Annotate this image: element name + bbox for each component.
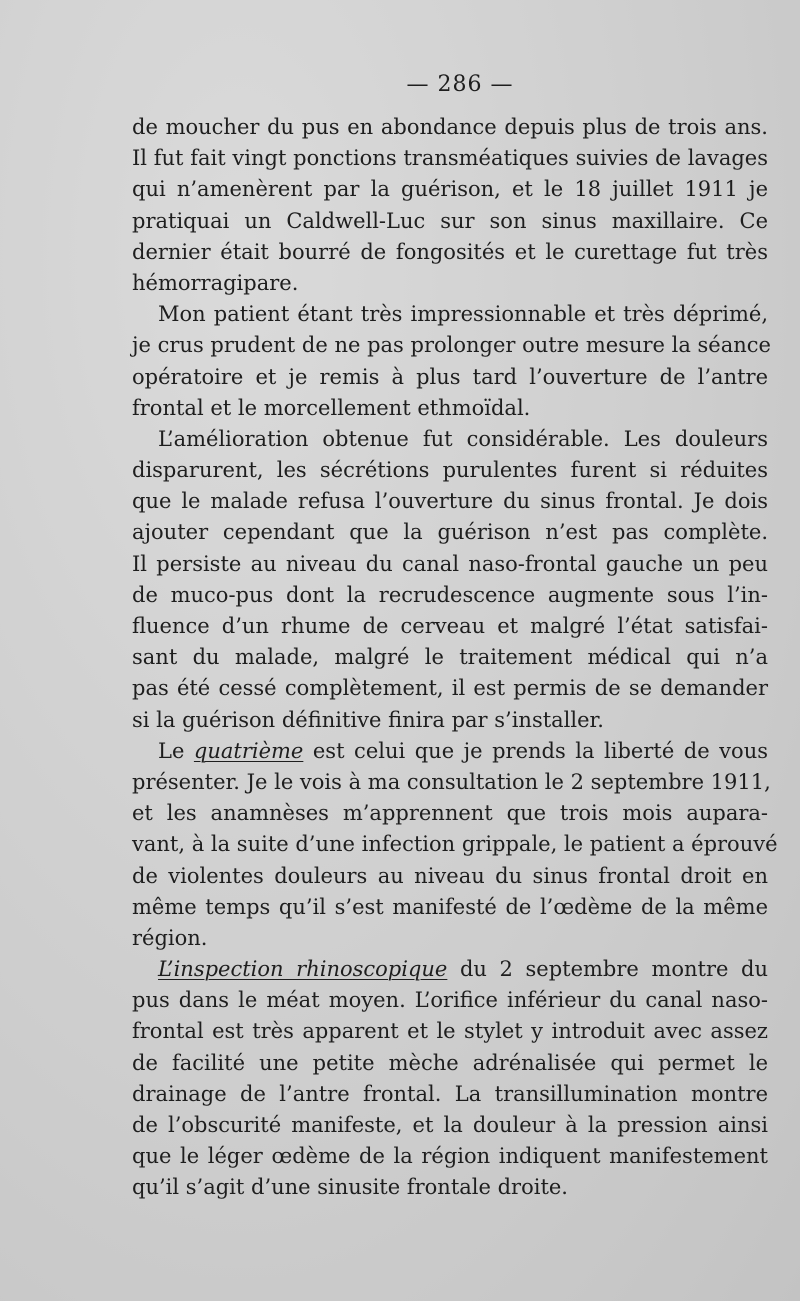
text-segment: L’amélioration obtenue fut considérable. Les douleurs — [158, 426, 768, 451]
text-segment: frontal est très apparent et le stylet y introduit avec assez — [132, 1019, 768, 1044]
text-line — [132, 1172, 768, 1203]
text-segment: Il persiste au niveau du canal naso-frontal gauche un peu — [132, 551, 768, 576]
text-line — [132, 1079, 768, 1110]
text-line — [132, 424, 768, 455]
page-number: — 286 — — [406, 72, 514, 97]
text-segment: de facilité une petite mèche adrénalisée qui permet le — [132, 1050, 768, 1075]
text-segment: ajouter cependant que la guérison n’est pas complète. — [132, 520, 768, 545]
text-line — [132, 268, 768, 299]
text-segment: même temps qu’il s’est manifesté de l’œdème de la même — [132, 894, 768, 919]
text-segment: et les anamnèses m’apprennent que trois mois aupara- — [132, 801, 768, 826]
text-line — [132, 299, 768, 330]
text-line — [132, 1048, 768, 1079]
text-segment: vant, à la suite d’une infection grippale, le patient a éprouvé — [132, 832, 778, 857]
text-segment: est celui que je prends la liberté de vous — [303, 738, 768, 763]
text-line — [132, 642, 768, 673]
text-line — [132, 112, 768, 143]
text-segment: drainage de l’antre frontal. La transillumination montre — [132, 1081, 768, 1106]
text-segment: opératoire et je remis à plus tard l’ouverture de l’antre — [132, 364, 768, 389]
text-segment: région. — [132, 925, 208, 950]
text-segment: pus dans le méat moyen. L’orifice inférieur du canal naso- — [132, 988, 768, 1013]
text-segment: je crus prudent de ne pas prolonger outre mesure la séance — [132, 333, 771, 358]
text-line — [132, 143, 768, 174]
text-segment: pratiquai un Caldwell-Luc sur son sinus maxillaire. Ce — [132, 208, 768, 233]
text-line — [132, 767, 771, 798]
text-line — [132, 736, 768, 767]
text-line — [132, 486, 768, 517]
text-line — [132, 954, 768, 985]
text-segment: si la guérison définitive finira par s’installer. — [132, 707, 604, 732]
text-segment: Mon patient étant très impressionnable et très déprimé, — [158, 302, 768, 327]
text-segment: frontal et le morcellement ethmoïdal. — [132, 395, 531, 420]
text-line — [132, 1110, 768, 1141]
text-line — [132, 673, 768, 704]
text-line — [132, 892, 768, 923]
text-line — [132, 174, 768, 205]
text-line — [132, 829, 778, 860]
text-line — [132, 923, 768, 954]
text-line — [132, 330, 771, 361]
text-segment: sant du malade, malgré le traitement médical qui n’a — [132, 645, 768, 670]
text-segment: disparurent, les sécrétions purulentes furent si réduites — [132, 458, 768, 483]
text-segment: du 2 septembre montre du — [447, 957, 769, 982]
text-line — [132, 206, 768, 237]
text-line — [132, 611, 768, 642]
text-segment: présenter. Je le vois à ma consultation le 2 septembre 1911, — [132, 769, 771, 794]
text-segment: de muco-pus dont la recrudescence augmente sous l’in- — [132, 582, 768, 607]
text-segment: Le — [158, 738, 194, 763]
text-segment: qu’il s’agit d’une sinusite frontale droite. — [132, 1175, 568, 1200]
text-line — [132, 1141, 768, 1172]
text-line — [132, 861, 768, 892]
text-segment: pas été cessé complètement, il est permis de se demander — [132, 676, 768, 701]
text-line — [132, 393, 768, 424]
text-segment: que le malade refusa l’ouverture du sinus frontal. Je dois — [132, 489, 768, 514]
emphasized-text: L’inspection rhinoscopique — [158, 957, 448, 982]
text-segment: hémorragipare. — [132, 270, 299, 295]
text-segment: Il fut fait vingt ponctions transméatiques suivies de lavages — [132, 146, 768, 171]
text-line — [132, 517, 768, 548]
text-segment: de violentes douleurs au niveau du sinus frontal droit en — [132, 863, 768, 888]
text-segment: qui n’amenèrent par la guérison, et le 18 juillet 1911 je — [132, 177, 768, 202]
text-line — [132, 549, 768, 580]
text-segment: fluence d’un rhume de cerveau et malgré l’état satisfai- — [132, 614, 768, 638]
text-line — [132, 705, 768, 736]
text-line — [132, 580, 768, 611]
text-line — [132, 455, 768, 486]
text-segment: que le léger œdème de la région indiquent manifestement — [132, 1144, 768, 1169]
text-line — [132, 798, 768, 829]
body-text — [132, 112, 778, 1204]
emphasized-text: quatrième — [193, 738, 304, 763]
text-segment: dernier était bourré de fongosités et le curettage fut très — [132, 239, 768, 264]
text-segment: de moucher du pus en abondance depuis plus de trois ans. — [132, 115, 768, 139]
text-line — [132, 362, 768, 393]
text-line — [132, 985, 768, 1016]
text-line — [132, 237, 768, 268]
text-segment: de l’obscurité manifeste, et la douleur à la pression ainsi — [132, 1113, 768, 1137]
text-line — [132, 1016, 768, 1047]
